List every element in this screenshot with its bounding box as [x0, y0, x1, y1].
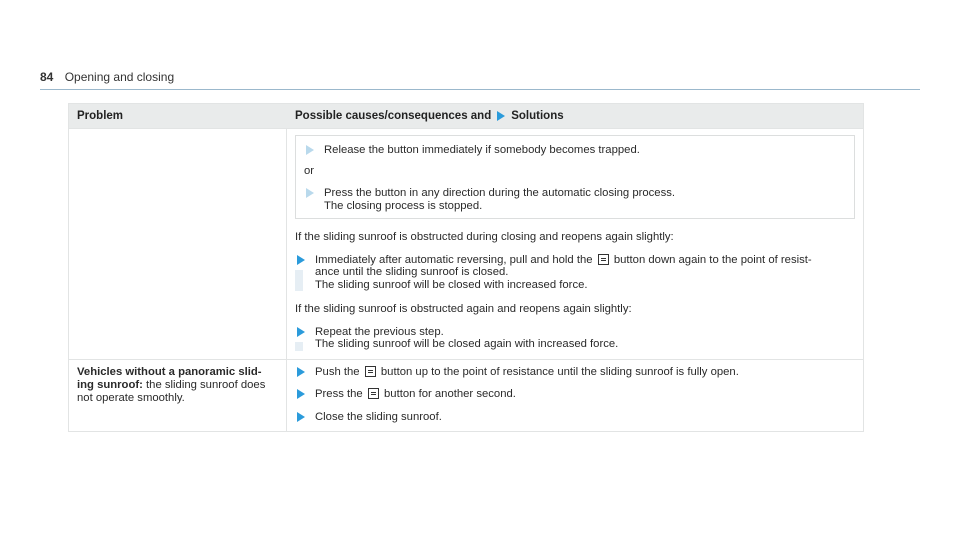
step [295, 411, 855, 424]
table-header [69, 104, 863, 128]
step-bar [295, 270, 303, 292]
header-causes-text: Possible causes/consequences and [295, 110, 492, 122]
step-line: Immediately after automatic reversing, pull and hold the [315, 253, 593, 266]
step-line: The sliding sunroof will be closed with increased force. [315, 278, 588, 291]
step-arrow-icon [306, 188, 314, 198]
step-text [315, 326, 855, 351]
step-bar [295, 342, 303, 351]
problem-title: Vehicles without a panoramic slid-ing sunroof: [77, 365, 262, 391]
problem-cell-empty [69, 129, 287, 359]
step-text [315, 254, 855, 292]
table-row [69, 359, 863, 432]
condition-text: If the sliding sunroof is obstructed again and reopens again slightly: [295, 303, 632, 315]
step-arrow-icon [297, 255, 305, 265]
step [295, 388, 855, 401]
header-problem: Problem [77, 110, 124, 122]
page-header [40, 70, 174, 84]
step-arrow-icon [297, 412, 305, 422]
sunroof-switch-icon [368, 388, 379, 399]
step-line: Repeat the previous step. [315, 325, 444, 338]
step-text [324, 187, 846, 212]
solutions-cell [287, 129, 863, 359]
step [304, 187, 846, 212]
problem-cell [69, 360, 287, 432]
step-text [315, 366, 855, 379]
step-arrow-icon [306, 145, 314, 155]
step [295, 326, 855, 351]
table-row [69, 128, 863, 359]
step-text: Close the sliding sunroof. [315, 410, 442, 423]
step-line: button up to the point of resistance until the sliding sunroof is fully open. [380, 365, 739, 378]
problem-text: the sliding sunroof does not operate smoothly. [77, 378, 266, 404]
step-line: Press the button in any direction during the automatic closing process. [324, 187, 676, 199]
header-rule [40, 89, 920, 90]
step-line: The closing process is stopped. [324, 199, 483, 212]
step-line: The sliding sunroof will be closed again with increased force. [315, 338, 619, 350]
troubleshooting-table [68, 103, 864, 432]
step-line: button for another second. [384, 388, 516, 400]
step-text [315, 388, 855, 401]
sunroof-switch-icon [365, 366, 376, 377]
header-causes [287, 104, 863, 128]
page-title: Opening and closing [64, 70, 175, 84]
step-arrow-icon [297, 367, 305, 377]
header-solutions-text: Solutions [511, 110, 564, 122]
safety-box [295, 135, 855, 219]
step-line: Press the [315, 388, 363, 400]
step [295, 254, 855, 292]
step-line: button down again to the point of resist- [613, 253, 812, 266]
step-text: Release the button immediately if somebody becomes trapped. [324, 144, 640, 156]
step [304, 144, 846, 157]
arrow-right-icon [497, 111, 505, 121]
or-label: or [304, 164, 315, 177]
step [295, 366, 855, 379]
sunroof-switch-icon [598, 254, 609, 265]
step-line: ance until the sliding sunroof is closed. [315, 266, 509, 278]
page-number: 84 [40, 70, 54, 84]
step-line: Push the [315, 365, 360, 378]
solutions-cell [287, 360, 863, 432]
condition-text: If the sliding sunroof is obstructed during closing and reopens again slightly: [295, 231, 674, 243]
step-arrow-icon [297, 327, 305, 337]
step-arrow-icon [297, 389, 305, 399]
